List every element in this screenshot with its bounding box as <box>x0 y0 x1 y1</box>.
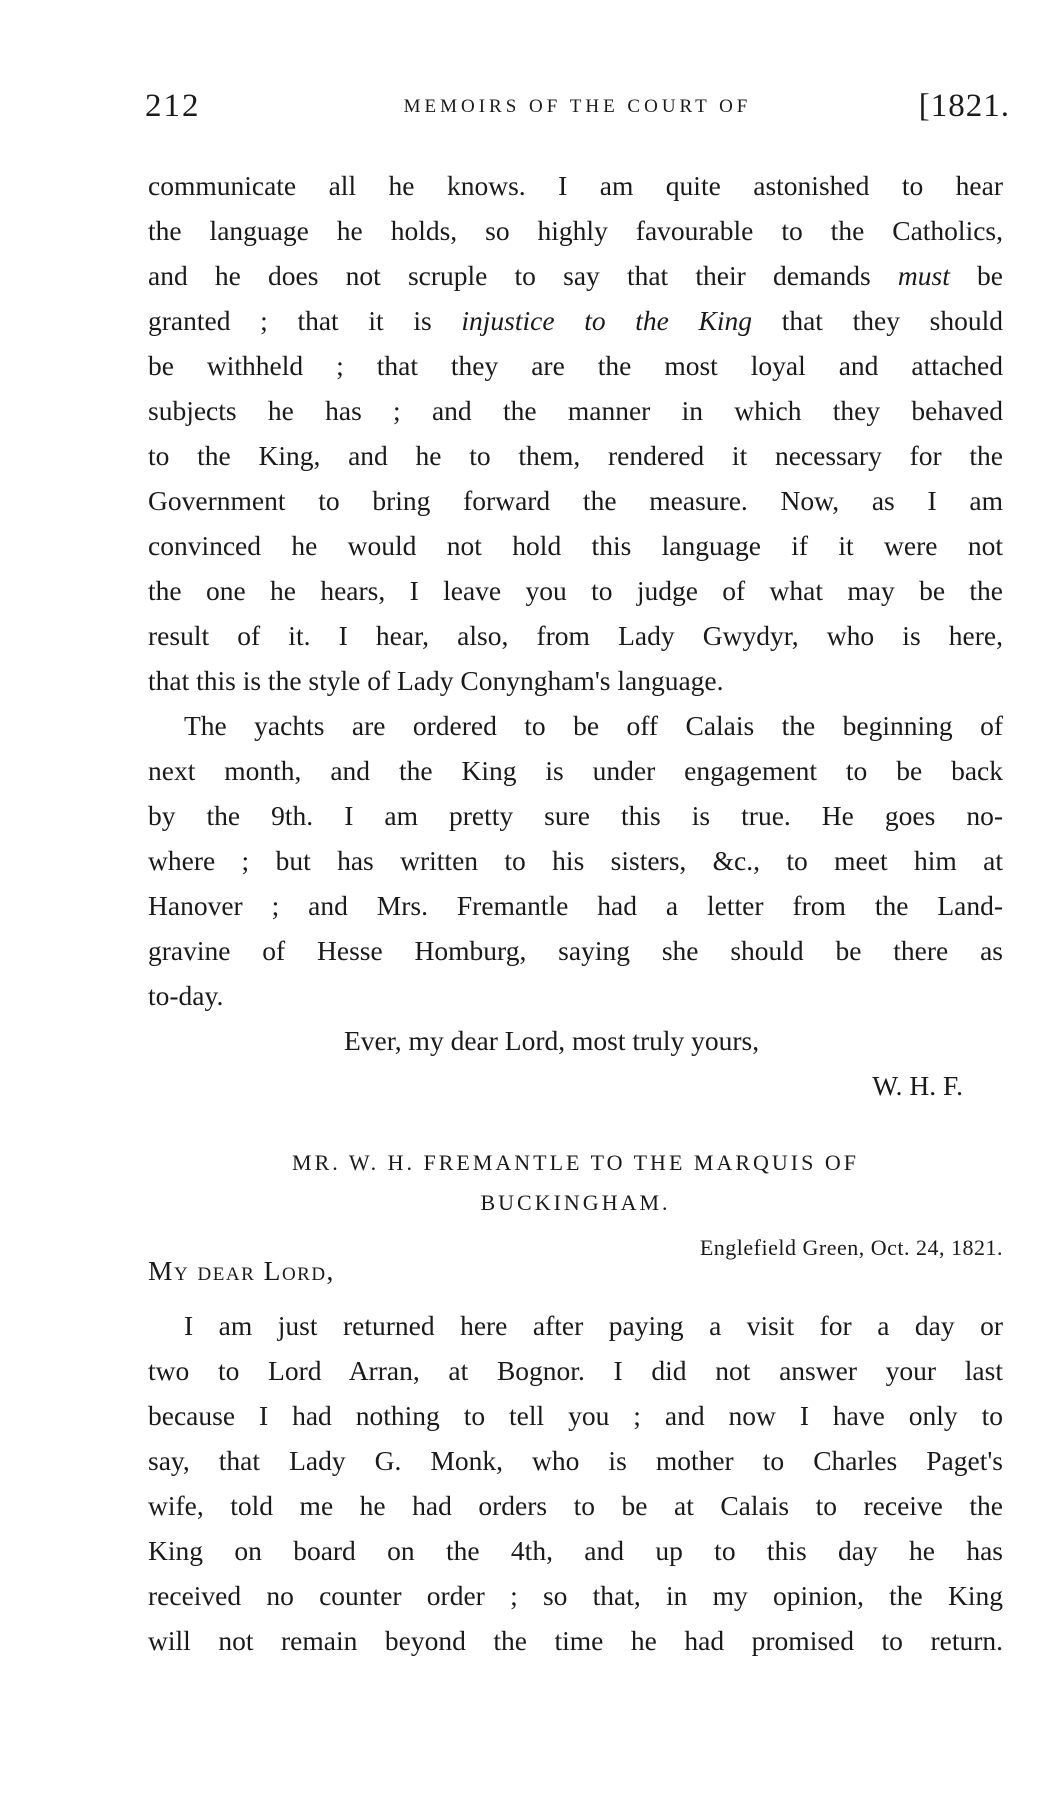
page-number: 212 <box>145 88 201 124</box>
text-line: because I had nothing to tell you ; and now I have only to <box>148 1400 1003 1431</box>
text-line: and he does not scruple to say that their demands must be <box>148 260 1003 291</box>
text-line: that this is the style of Lady Conyngham's language. <box>148 665 724 696</box>
text-line: where ; but has written to his sisters, &c., to meet him at <box>148 845 1003 876</box>
text-line: next month, and the King is under engagement to be back <box>148 755 1003 786</box>
text-line: convinced he would not hold this language if it were not <box>148 530 1003 561</box>
text-line: the one he hears, I leave you to judge of what may be the <box>148 575 1003 606</box>
text-line: King on board on the 4th, and up to this day he has <box>148 1535 1003 1566</box>
header-year: [1821. <box>918 88 1010 124</box>
text-line: the language he holds, so highly favourable to the Catholics, <box>148 215 1003 246</box>
italic-emphasis: injustice to the King <box>461 305 753 336</box>
letter-closing: Ever, my dear Lord, most truly yours, <box>344 1025 760 1056</box>
letter-1-body <box>148 163 1003 1108</box>
letter-heading-continued: BUCKINGHAM. <box>480 1190 671 1215</box>
letter-signature: W. H. F. <box>872 1070 963 1101</box>
running-title: MEMOIRS OF THE COURT OF <box>403 96 752 117</box>
running-header <box>145 88 1010 132</box>
text-line: subjects he has ; and the manner in which they behaved <box>148 395 1003 426</box>
letter-dateline: Englefield Green, Oct. 24, 1821. <box>699 1235 1003 1260</box>
text-line: by the 9th. I am pretty sure this is true. He goes no- <box>148 800 1003 831</box>
letter-heading: MR. W. H. FREMANTLE TO THE MARQUIS OF <box>292 1150 859 1175</box>
text-line: I am just returned here after paying a visit for a day or <box>184 1310 1003 1341</box>
text-line: Hanover ; and Mrs. Fremantle had a letter from the Land- <box>148 890 1003 921</box>
text-line: The yachts are ordered to be off Calais the beginning of <box>184 710 1003 741</box>
text-line: communicate all he knows. I am quite astonished to hear <box>148 170 1003 201</box>
text-line: be withheld ; that they are the most loyal and attached <box>148 350 1003 381</box>
text-line: granted ; that it is injustice to the King that they should <box>148 305 1003 336</box>
text-line: received no counter order ; so that, in my opinion, the King <box>148 1580 1003 1611</box>
text-line: wife, told me he had orders to be at Calais to receive the <box>148 1490 1003 1521</box>
italic-emphasis: must <box>897 260 950 291</box>
text-line: to-day. <box>148 980 224 1011</box>
text-line: result of it. I hear, also, from Lady Gwydyr, who is here, <box>148 620 1003 651</box>
letter-2-body <box>148 1303 1003 1663</box>
letter-salutation: My dear Lord, <box>148 1255 335 1286</box>
text-line: will not remain beyond the time he had promised to return. <box>148 1625 1003 1656</box>
text-line: to the King, and he to them, rendered it necessary for the <box>148 440 1003 471</box>
text-line: gravine of Hesse Homburg, saying she should be there as <box>148 935 1003 966</box>
text-line: Government to bring forward the measure. Now, as I am <box>148 485 1003 516</box>
text-line: say, that Lady G. Monk, who is mother to Charles Paget's <box>148 1445 1003 1476</box>
text-line: two to Lord Arran, at Bognor. I did not answer your last <box>148 1355 1003 1386</box>
